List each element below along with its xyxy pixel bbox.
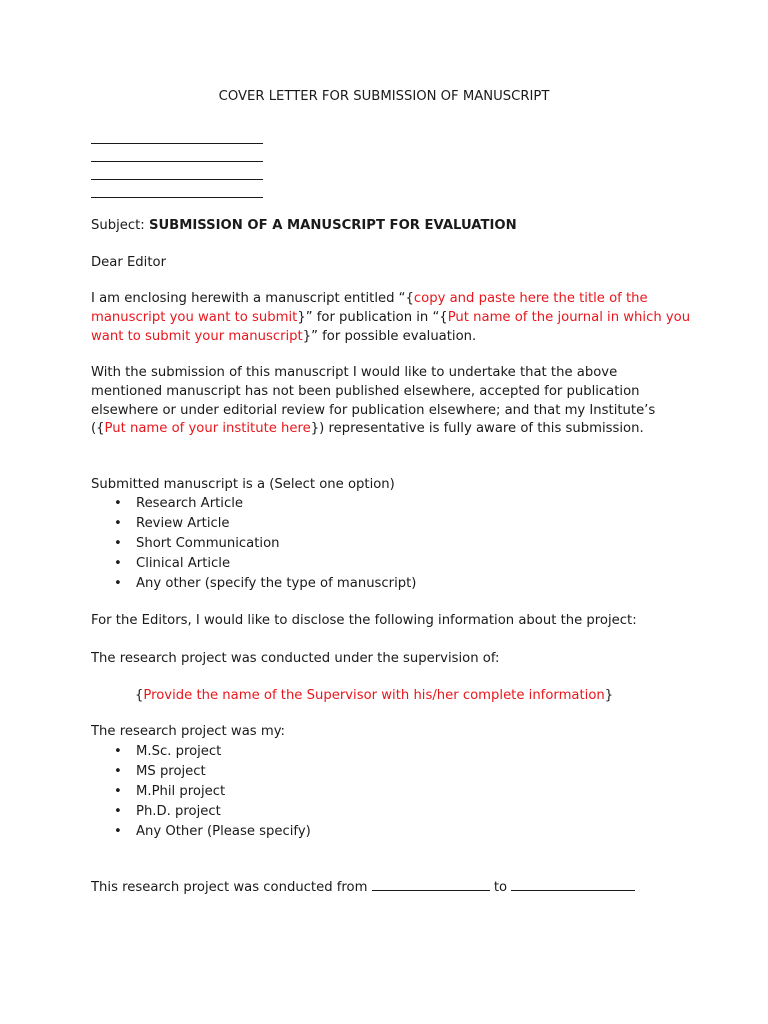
supervisor-brace-open: { <box>135 688 144 703</box>
list-item: • Ph.D. project <box>91 802 311 822</box>
document-title: COVER LETTER FOR SUBMISSION OF MANUSCRIPT <box>218 89 550 104</box>
paragraph-undertaking <box>91 364 691 439</box>
placeholder-manuscript-title[interactable]: copy and paste here the title of the manuscript you want to submit <box>91 291 648 325</box>
list-item: • Research Article <box>91 494 416 514</box>
project-intro: The research project was my: <box>91 724 285 739</box>
subject-label: Subject: <box>91 218 145 233</box>
to-date-blank[interactable] <box>511 878 635 891</box>
list-item: • M.Phil project <box>91 782 311 802</box>
para1-text-3: }” for possible evaluation. <box>302 328 477 344</box>
para1-text-1: I am enclosing herewith a manuscript entitled “{ <box>91 291 414 306</box>
placeholder-institute-name[interactable]: Put name of your institute here <box>104 421 311 437</box>
placeholder-journal-name[interactable]: Put name of the journal in which you want to submit your manuscript <box>91 309 691 344</box>
para1-text-2: }” for publication in “{ <box>297 309 448 325</box>
paragraph-enclosing <box>91 290 691 346</box>
salutation: Dear Editor <box>91 255 166 270</box>
para2-text-2: }) representative is fully aware of this submission. <box>310 421 644 437</box>
placeholder-supervisor[interactable]: Provide the name of the Supervisor with his/her complete information <box>143 688 605 703</box>
from-date-blank[interactable] <box>372 878 490 891</box>
subject-line <box>91 217 691 236</box>
list-item: • Any other (specify the type of manuscript) <box>91 574 416 594</box>
list-item: • Any Other (Please specify) <box>91 822 311 842</box>
list-item: • MS project <box>91 762 311 782</box>
editors-intro: For the Editors, I would like to disclose the following information about the project: <box>91 613 637 628</box>
list-item: • M.Sc. project <box>91 742 311 762</box>
supervisor-placeholder-line <box>135 687 735 706</box>
manuscript-type-list <box>91 494 416 594</box>
supervision-intro: The research project was conducted under the supervision of: <box>91 651 500 666</box>
list-item: • Clinical Article <box>91 554 416 574</box>
conducted-to-label: to <box>493 880 508 895</box>
manuscript-type-intro: Submitted manuscript is a (Select one option) <box>91 477 395 492</box>
project-type-list <box>91 742 311 842</box>
supervisor-brace-close: } <box>604 688 614 703</box>
address-line[interactable] <box>91 143 263 144</box>
conducted-from-label: This research project was conducted from <box>91 880 368 895</box>
address-line[interactable] <box>91 161 263 162</box>
conducted-period-line <box>91 878 691 898</box>
subject-text: SUBMISSION OF A MANUSCRIPT FOR EVALUATION <box>148 218 517 233</box>
para2-text-1: With the submission of this manuscript I would like to undertake that the above mentioned manuscript has not been published elsewhere, accepted for publication elsewhere or under editorial review for publication elsewhere; and that my Institute’s ({ <box>91 365 656 437</box>
address-line[interactable] <box>91 197 263 198</box>
address-line[interactable] <box>91 179 263 180</box>
list-item: • Review Article <box>91 514 416 534</box>
list-item: • Short Communication <box>91 534 416 554</box>
